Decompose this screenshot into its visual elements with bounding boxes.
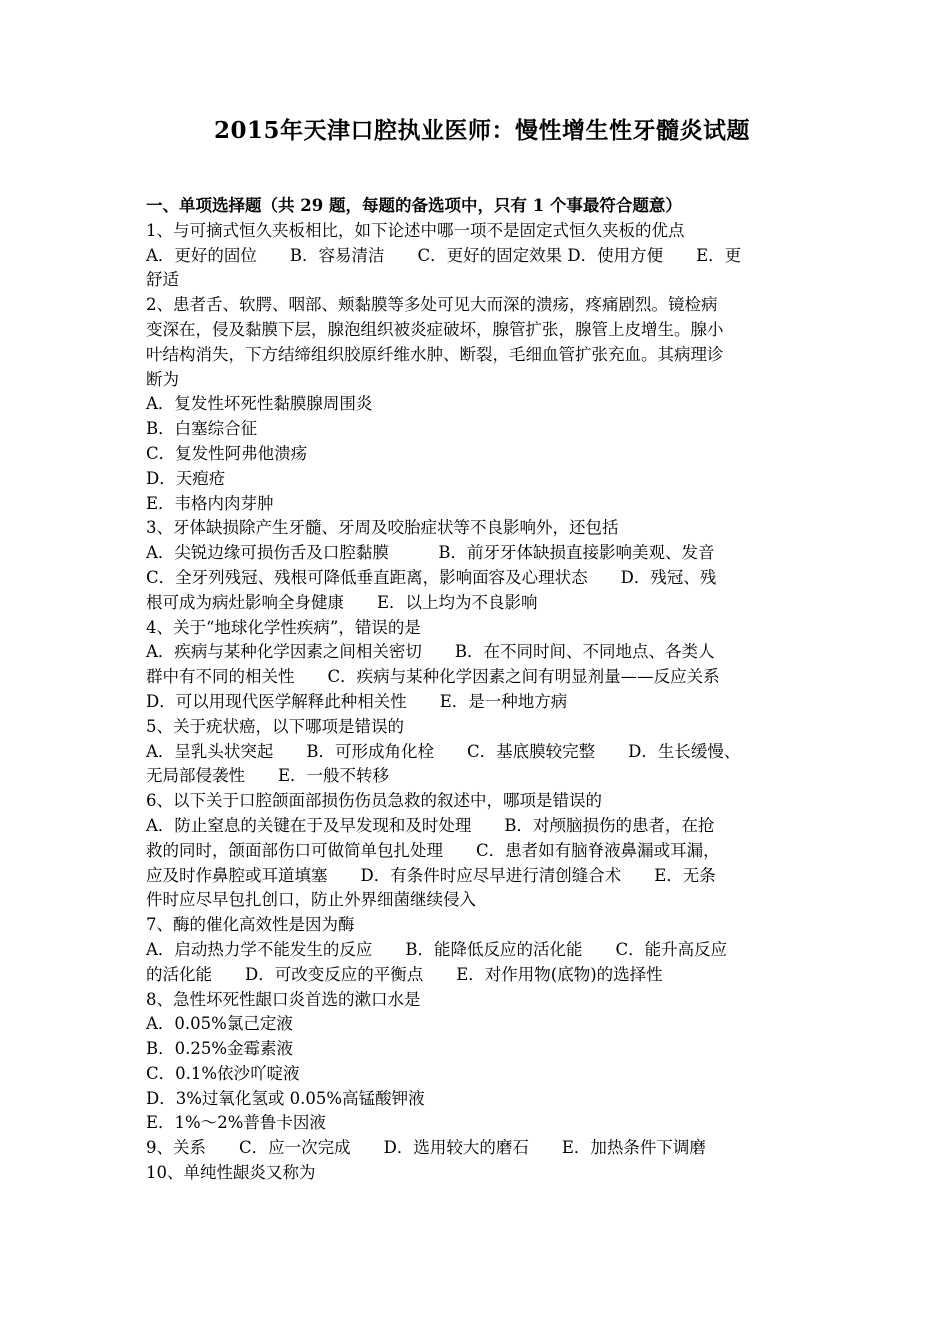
question-1 — [146, 219, 818, 293]
question-line: 群中有不同的相关性 C．疾病与某种化学因素之间有明显剂量——反应关系 — [146, 667, 720, 687]
question-3 — [146, 516, 818, 615]
question-line: 根可成为病灶影响全身健康 E．以上均为不良影响 — [146, 592, 538, 612]
question-line: B．0.25%金霉素液 — [146, 1039, 294, 1059]
question-line: D．天疱疮 — [146, 468, 226, 488]
question-line: 件时应尽早包扎创口，防止外界细菌继续侵入 — [146, 890, 476, 910]
question-stem: 5、关于疣状癌，以下哪项是错误的 — [146, 716, 404, 736]
question-line: C．复发性阿弗他溃疡 — [146, 443, 308, 463]
question-stem: 1、与可摘式恒久夹板相比，如下论述中哪一项不是固定式恒久夹板的优点 — [146, 220, 685, 240]
question-line: D．可以用现代医学解释此种相关性 E．是一种地方病 — [146, 691, 568, 711]
question-stem: 3、牙体缺损除产生牙髓、牙周及咬胎症状等不良影响外，还包括 — [146, 518, 619, 538]
question-7 — [146, 913, 818, 987]
question-line: 应及时作鼻腔或耳道填塞 D．有条件时应尽早进行清创缝合术 E．无条 — [146, 865, 716, 885]
question-10 — [146, 1161, 818, 1186]
question-stem: 7、酶的催化高效性是因为酶 — [146, 915, 355, 935]
question-stem: 8、急性坏死性龈口炎首选的漱口水是 — [146, 989, 421, 1009]
question-line: B．白塞综合征 — [146, 419, 258, 439]
question-line: E．韦格内肉芽肿 — [146, 493, 274, 513]
document-title: 2015年天津口腔执业医师：慢性增生性牙髓炎试题 — [213, 117, 750, 144]
question-line: C．0.1%依沙吖啶液 — [146, 1063, 300, 1083]
question-8 — [146, 988, 818, 1137]
question-line: A．复发性坏死性黏膜腺周围炎 — [146, 394, 373, 414]
question-line: A．0.05%氯己定液 — [146, 1014, 293, 1034]
question-line: 救的同时，颌面部伤口可做简单包扎处理 C．患者如有脑脊液鼻漏或耳漏， — [146, 840, 720, 860]
question-line: C．全牙列残冠、残根可降低垂直距离，影响面容及心理状态 D．残冠、残 — [146, 567, 717, 587]
question-6 — [146, 789, 818, 913]
question-stem: 2、患者舌、软腭、咽部、颊黏膜等多处可见大而深的溃疡，疼痛剧烈。镜检病 — [146, 295, 718, 315]
question-5 — [146, 715, 818, 789]
question-line: 叶结构消失，下方结缔组织胶原纤维水肿、断裂，毛细血管扩张充血。其病理诊 — [146, 344, 724, 364]
question-list — [146, 219, 818, 1186]
question-line: 的活化能 D．可改变反应的平衡点 E．对作用物(底物)的选择性 — [146, 964, 663, 984]
question-line: A．启动热力学不能发生的反应 B．能降低反应的活化能 C．能升高反应 — [146, 939, 728, 959]
question-line: A．防止窒息的关键在于及早发现和及时处理 B．对颅脑损伤的患者，在抢 — [146, 815, 715, 835]
question-stem: 4、关于“地球化学性疾病”，错误的是 — [146, 617, 421, 637]
question-2 — [146, 293, 818, 516]
question-line: A．尖锐边缘可损伤舌及口腔黏膜 B．前牙牙体缺损直接影响美观、发音 — [146, 543, 715, 563]
question-line: E．1%～2%普鲁卡因液 — [146, 1113, 326, 1133]
question-stem: 9、关系 C．应一次完成 D．选用较大的磨石 E．加热条件下调磨 — [146, 1138, 706, 1158]
question-4 — [146, 616, 818, 715]
question-line: A．呈乳头状突起 B．可形成角化栓 C．基底膜较完整 D．生长缓慢、 — [146, 741, 741, 761]
question-line: D．3%过氧化氢或 0.05%高锰酸钾液 — [146, 1088, 425, 1108]
question-line: A．更好的固位 B．容易清洁 C．更好的固定效果 D．使用方便 E．更 — [146, 245, 742, 265]
question-stem: 10、单纯性龈炎又称为 — [146, 1163, 316, 1183]
question-stem: 6、以下关于口腔颌面部损伤伤员急救的叙述中，哪项是错误的 — [146, 791, 602, 811]
question-line: A．疾病与某种化学因素之间相关密切 B．在不同时间、不同地点、各类人 — [146, 642, 715, 662]
question-line: 舒适 — [146, 270, 179, 290]
section-heading: 一、单项选择题（共 29 题，每题的备选项中，只有 1 个事最符合题意） — [146, 196, 682, 215]
question-line: 无局部侵袭性 E．一般不转移 — [146, 766, 390, 786]
question-line: 断为 — [146, 369, 179, 389]
question-9 — [146, 1136, 818, 1161]
question-line: 变深在，侵及黏膜下层，腺泡组织被炎症破坏，腺管扩张，腺管上皮增生。腺小 — [146, 319, 724, 339]
